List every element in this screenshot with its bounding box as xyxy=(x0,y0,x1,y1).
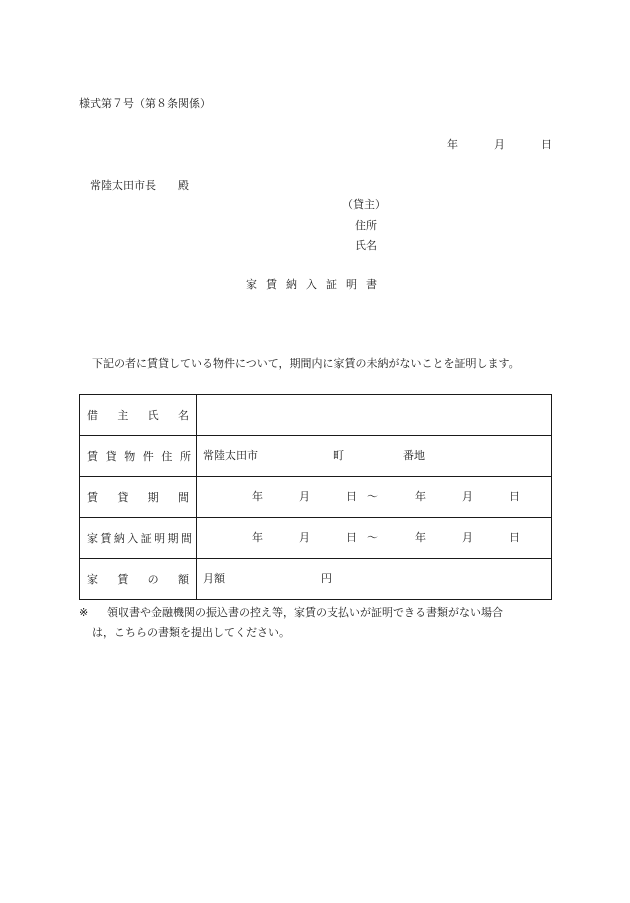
addressee xyxy=(90,179,189,193)
label-char: 賃 xyxy=(117,573,129,586)
label-char: 名 xyxy=(177,409,189,422)
label-char: 貸 xyxy=(105,450,117,463)
period-tilde: ～ xyxy=(367,490,378,503)
period-end-year: 年 xyxy=(415,490,426,503)
address-town-label: 町 xyxy=(333,449,344,462)
form-number: 様式第７号（第８条関係） xyxy=(79,97,211,110)
tenant-name-field[interactable] xyxy=(197,395,552,436)
landlord-name-label: 氏名 xyxy=(355,239,377,252)
note-mark: ※ xyxy=(79,606,89,619)
table-row-property-address xyxy=(80,436,552,477)
note-text-1: 領収書や金融機関の振込書の控え等，家賃の支払いが証明できる書類がない場合 xyxy=(107,606,503,619)
cert-end-day: 日 xyxy=(509,531,520,544)
property-address-field[interactable] xyxy=(197,436,552,477)
rent-amount-field[interactable] xyxy=(197,559,552,600)
label-char: 所 xyxy=(179,450,191,463)
note-line-1 xyxy=(79,606,503,620)
label-char: 賃 xyxy=(87,450,98,463)
label-char: 住 xyxy=(161,450,173,463)
label-char: 氏 xyxy=(147,409,159,422)
cert-end-month: 月 xyxy=(462,531,473,544)
label-char: 間 xyxy=(180,532,192,545)
document-title: 家賃納入証明書 xyxy=(246,278,386,291)
period-start-day: 日 xyxy=(346,490,357,503)
label-char: 借 xyxy=(87,409,98,422)
note-line-2: は，こちらの書類を提出してください。 xyxy=(92,626,290,639)
monthly-label: 月額 xyxy=(203,572,225,585)
row-label-rent-amount xyxy=(80,559,197,600)
addressee-name: 常陸太田市長 xyxy=(90,179,156,192)
landlord-address-label: 住所 xyxy=(355,219,377,232)
label-char: 額 xyxy=(177,573,189,586)
table-row-lease-period xyxy=(80,477,552,518)
period-end-day: 日 xyxy=(509,490,520,503)
label-char: 間 xyxy=(177,491,189,504)
cert-end-year: 年 xyxy=(415,531,426,544)
addressee-honorific: 殿 xyxy=(178,179,189,192)
label-char: の xyxy=(147,573,159,586)
label-char: 賃 xyxy=(87,491,98,504)
table-row-certification-period xyxy=(80,518,552,559)
cert-tilde: ～ xyxy=(367,531,378,544)
yen-label: 円 xyxy=(321,572,332,585)
row-label-property-address xyxy=(80,436,197,477)
date-day-label: 日 xyxy=(541,138,552,151)
label-char: 家 xyxy=(87,573,98,586)
certification-period-field[interactable] xyxy=(197,518,552,559)
label-char: 入 xyxy=(127,532,139,545)
label-char: 家 xyxy=(87,532,98,545)
certification-statement: 下記の者に賃貸している物件について，期間内に家賃の未納がないことを証明します。 xyxy=(92,357,520,370)
table-row-rent-amount xyxy=(80,559,552,600)
row-label-lease-period xyxy=(80,477,197,518)
cert-start-year: 年 xyxy=(252,531,263,544)
period-end-month: 月 xyxy=(462,490,473,503)
cert-start-month: 月 xyxy=(299,531,310,544)
date-month-label: 月 xyxy=(494,138,505,151)
date-year-label: 年 xyxy=(447,138,458,151)
lease-period-field[interactable] xyxy=(197,477,552,518)
period-start-year: 年 xyxy=(252,490,263,503)
landlord-label: （貸主） xyxy=(342,198,386,211)
address-lot-label: 番地 xyxy=(403,449,425,462)
label-char: 貸 xyxy=(117,491,129,504)
period-start-month: 月 xyxy=(299,490,310,503)
label-char: 納 xyxy=(113,532,125,545)
label-char: 期 xyxy=(167,532,179,545)
row-label-tenant-name xyxy=(80,395,197,436)
label-char: 証 xyxy=(140,532,152,545)
label-char: 賃 xyxy=(100,532,112,545)
table-row-tenant-name xyxy=(80,395,552,436)
cert-start-day: 日 xyxy=(346,531,357,544)
certificate-table xyxy=(79,394,552,600)
label-char: 明 xyxy=(154,532,166,545)
label-char: 件 xyxy=(142,450,154,463)
row-label-certification-period xyxy=(80,518,197,559)
address-city: 常陸太田市 xyxy=(203,449,258,462)
label-char: 主 xyxy=(117,409,129,422)
label-char: 期 xyxy=(147,491,159,504)
label-char: 物 xyxy=(124,450,136,463)
